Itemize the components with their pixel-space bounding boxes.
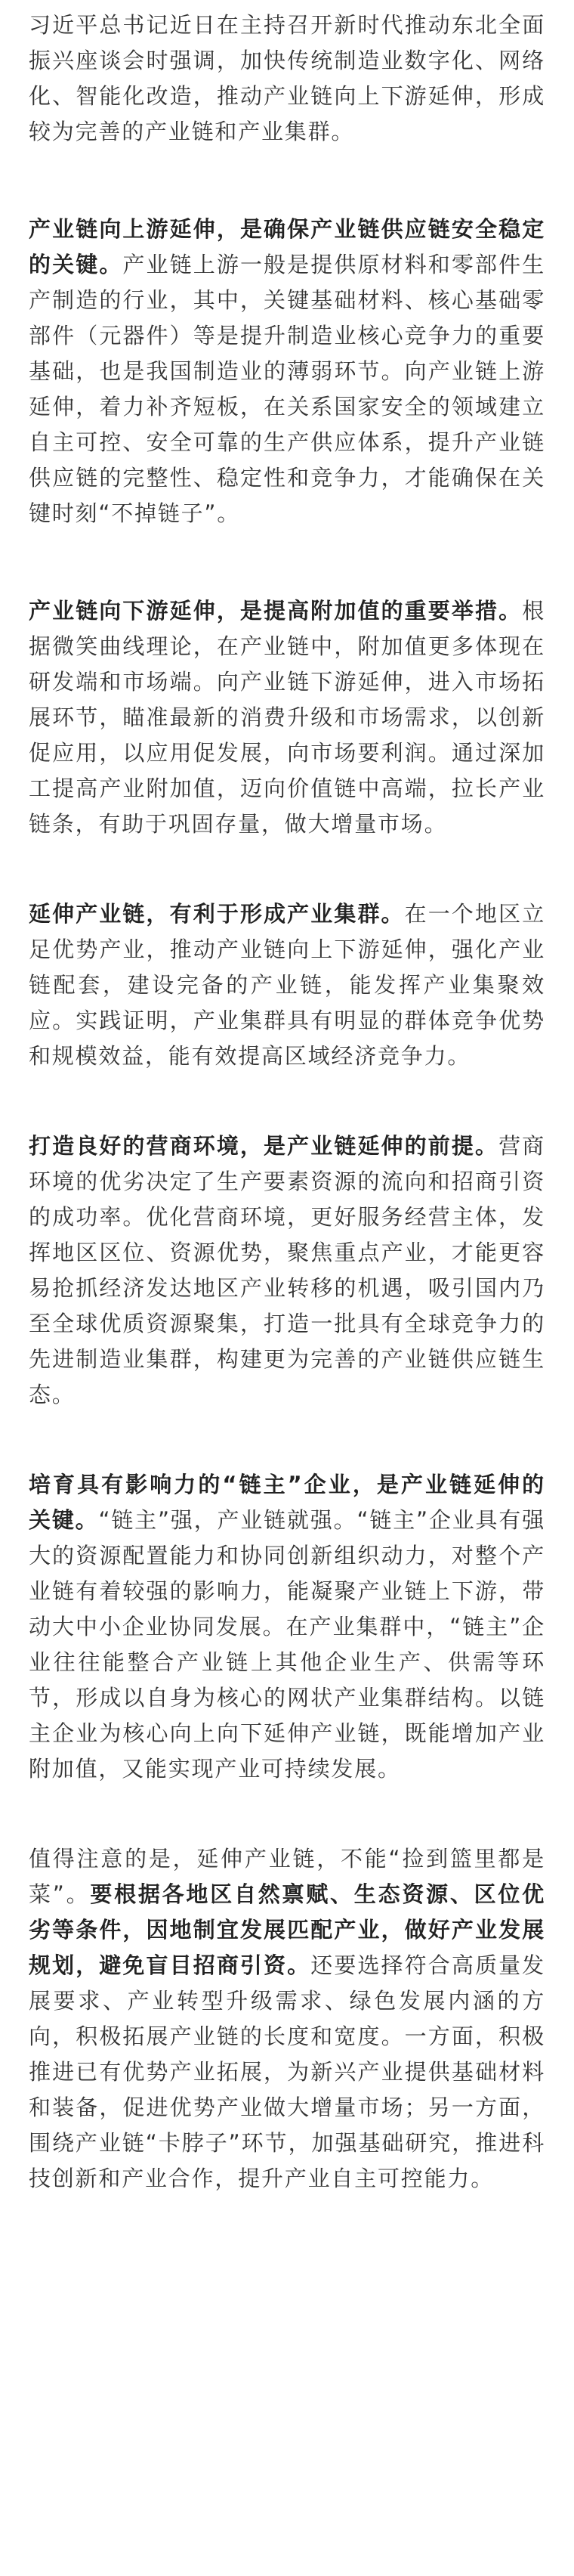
paragraph-intro: [29, 8, 545, 150]
paragraph-text: 产业链上游一般是提供原材料和零部件生产制造的行业，其中，关键基础材料、核心基础零部件（元器件）等是提升制造业核心竞争力的重要基础，也是我国制造业的薄弱环节。向产业链上游延伸，着力补齐短板，在关系国家安全的领域建立自主可控、安全可靠的生产供应体系，提升产业链供应链的完整性、稳定性和竞争力，才能确保在关键时刻“不掉链子”。: [29, 252, 545, 526]
paragraph-business-environment: [29, 1129, 545, 1413]
paragraph-pre-text: 值得注意的是，延伸产业链，不能“捡到篮里都是菜”。: [29, 1846, 545, 1907]
paragraph-notes: [29, 1841, 545, 2197]
paragraph-text: 习近平总书记近日在主持召开新时代推动东北全面振兴座谈会时强调，加快传统制造业数字化、网络化、智能化改造，推动产业链向上下游延伸，形成较为完善的产业链和产业集群。: [29, 12, 545, 144]
paragraph-lead: 产业链向下游延伸，是提高附加值的重要举措。: [29, 598, 523, 624]
paragraph-text: 在一个地区立足优势产业，推动产业链向上下游延伸，强化产业链配套，建设完备的产业链，能发挥产业集聚效应。实践证明，产业集群具有明显的群体竞争优势和规模效益，能有效提高区域经济竞争力。: [29, 901, 545, 1069]
paragraph-text: 根据微笑曲线理论，在产业链中，附加值更多体现在研发端和市场端。向产业链下游延伸，进入市场拓展环节，瞄准最新的消费升级和市场需求，以创新促应用，以应用促发展，向市场要利润。通过深加工提高产业附加值，迈向价值链中高端，拉长产业链条，有助于巩固存量，做大增量市场。: [29, 598, 545, 837]
paragraph-text: “链主”强，产业链就强。“链主”企业具有强大的资源配置能力和协同创新组织动力，对整个产业链有着较强的影响力，能凝聚产业链上下游，带动大中小企业协同发展。在产业集群中，“链主”企业往往能整合产业链上其他企业生产、供需等环节，形成以自身为核心的网状产业集群结构。以链主企业为核心向上向下延伸产业链，既能增加产业附加值，又能实现产业可持续发展。: [29, 1507, 545, 1782]
paragraph-lead: 延伸产业链，有利于形成产业集群。: [29, 901, 405, 927]
paragraph-lead: 打造良好的营商环境，是产业链延伸的前提。: [29, 1133, 499, 1159]
paragraph-chain-leader: [29, 1467, 545, 1787]
paragraph-lead: 培育具有影响力的“链主”企业，是产业链延伸的关键。: [29, 1472, 545, 1533]
paragraph-upstream: [29, 212, 545, 531]
paragraph-downstream: [29, 593, 545, 842]
paragraph-lead: 产业链向上游延伸，是确保产业链供应链安全稳定的关键。: [29, 216, 545, 277]
paragraph-lead: 要根据各地区自然禀赋、生态资源、区位优劣等条件，因地制宜发展匹配产业，做好产业发展规划，避免盲目招商引资。: [29, 1881, 545, 1978]
paragraph-text: 还要选择符合高质量发展要求、产业转型升级需求、绿色发展内涵的方向，积极拓展产业链的长度和宽度。一方面，积极推进已有优势产业拓展，为新兴产业提供基础材料和装备，促进优势产业做大增量市场；另一方面，围绕产业链“卡脖子”环节，加强基础研究，推进科技创新和产业合作，提升产业自主可控能力。: [29, 1952, 545, 2191]
paragraph-text: 营商环境的优劣决定了生产要素资源的流向和招商引资的成功率。优化营商环境，更好服务经营主体，发挥地区区位、资源优势，聚焦重点产业，才能更容易抢抓经济发达地区产业转移的机遇，吸引国内乃至全球优质资源聚集，打造一批具有全球竞争力的先进制造业集群，构建更为完善的产业链供应链生态。: [29, 1133, 545, 1407]
paragraph-industry-cluster: [29, 896, 545, 1074]
